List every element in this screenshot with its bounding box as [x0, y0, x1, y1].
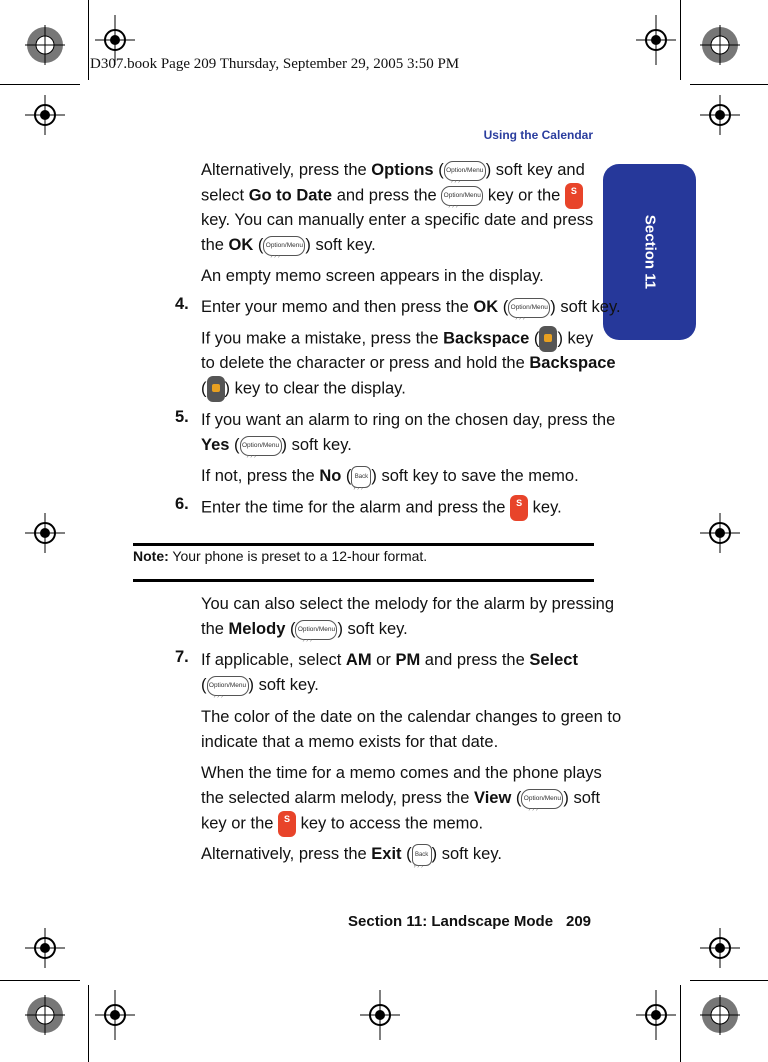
- text-line: the selected alarm melody, press the View ( Option/Menu › › › ) soft: [201, 786, 600, 811]
- note: Note: Your phone is preset to a 12-hour format.: [133, 548, 428, 564]
- registration-mark-icon: [700, 25, 740, 65]
- send-key-icon: S: [565, 183, 583, 209]
- text-line: Enter the time for the alarm and press the S key.: [201, 495, 562, 521]
- book-header-line: D307.book Page 209 Thursday, September 29, 2005 3:50 PM: [90, 56, 460, 72]
- backspace-key-icon: [207, 376, 225, 402]
- page-number: 209: [566, 913, 592, 930]
- registration-mark-icon: [25, 995, 65, 1035]
- registration-mark-icon: [95, 990, 135, 1040]
- registration-mark-icon: [25, 25, 65, 65]
- option-menu-key-icon: Option/Menu › › ›: [240, 436, 282, 456]
- text-line: ( ) key to clear the display.: [201, 376, 406, 402]
- option-menu-key-icon: Option/Menu › › ›: [508, 298, 550, 318]
- option-menu-key-icon: Option/Menu › › ›: [521, 789, 563, 809]
- text-line: If applicable, select AM or PM and press the Select: [201, 651, 578, 669]
- text-line: Alternatively, press the Options ( Option/Menu › › › ) soft key and: [201, 158, 585, 183]
- step-number: 4.: [175, 295, 189, 313]
- text-line: the OK ( Option/Menu › › › ) soft key.: [201, 233, 376, 258]
- registration-mark-icon: [700, 513, 740, 553]
- backspace-key-icon: [539, 326, 557, 352]
- text-line: If you make a mistake, press the Backspace ( ) key: [201, 326, 593, 352]
- note-rule-top: [133, 543, 594, 546]
- registration-mark-icon: [636, 990, 676, 1040]
- text-line: An empty memo screen appears in the display.: [201, 267, 544, 285]
- back-key-icon: Back › › ›: [412, 844, 432, 866]
- registration-mark-icon: [25, 513, 65, 553]
- text-line: the Melody ( Option/Menu › › › ) soft key.: [201, 617, 408, 642]
- step-number: 5.: [175, 408, 189, 426]
- send-key-icon: S: [278, 811, 296, 837]
- text-line: indicate that a memo exists for that date.: [201, 733, 499, 751]
- send-key-icon: S: [510, 495, 528, 521]
- option-menu-key-icon: Option/Menu › › ›: [207, 676, 249, 696]
- section-tab-label: Section 11: [641, 214, 658, 290]
- registration-mark-icon: [700, 928, 740, 968]
- text-line: to delete the character or press and hold the Backspace: [201, 354, 616, 372]
- text-line: When the time for a memo comes and the phone plays: [201, 764, 602, 782]
- back-key-icon: Back › › ›: [351, 466, 371, 488]
- text-line: The color of the date on the calendar changes to green to: [201, 708, 622, 726]
- registration-mark-icon: [700, 95, 740, 135]
- text-line: key or the S key to access the memo.: [201, 811, 483, 837]
- option-menu-key-icon: Option/Menu › › ›: [441, 186, 483, 206]
- step-number: 6.: [175, 495, 189, 513]
- registration-mark-icon: [25, 928, 65, 968]
- option-menu-key-icon: Option/Menu › › ›: [444, 161, 486, 181]
- option-menu-key-icon: Option/Menu › › ›: [263, 236, 305, 256]
- note-rule-bottom: [133, 579, 594, 582]
- text-line: Yes ( Option/Menu › › › ) soft key.: [201, 433, 352, 458]
- option-menu-key-icon: Option/Menu › › ›: [295, 620, 337, 640]
- registration-mark-icon: [636, 15, 676, 65]
- footer-section-title: Section 11: Landscape Mode: [348, 913, 554, 930]
- step-number: 7.: [175, 648, 189, 666]
- registration-mark-icon: [360, 990, 400, 1040]
- text-line: If not, press the No ( Back › › › ) soft key to save the memo.: [201, 464, 579, 489]
- registration-mark-icon: [700, 995, 740, 1035]
- running-head: Using the Calendar: [483, 128, 593, 142]
- text-line: Enter your memo and then press the OK ( Option/Menu › › › ) soft key.: [201, 295, 621, 320]
- registration-mark-icon: [25, 95, 65, 135]
- text-line: Alternatively, press the Exit ( Back › › › ) soft key.: [201, 842, 502, 867]
- text-line: ( Option/Menu › › › ) soft key.: [201, 673, 319, 698]
- text-line: If you want an alarm to ring on the chosen day, press the: [201, 411, 616, 429]
- text-line: select Go to Date and press the Option/Menu › › › key or the S: [201, 183, 583, 209]
- text-line: You can also select the melody for the alarm by pressing: [201, 595, 615, 613]
- text-line: key. You can manually enter a specific date and press: [201, 211, 594, 229]
